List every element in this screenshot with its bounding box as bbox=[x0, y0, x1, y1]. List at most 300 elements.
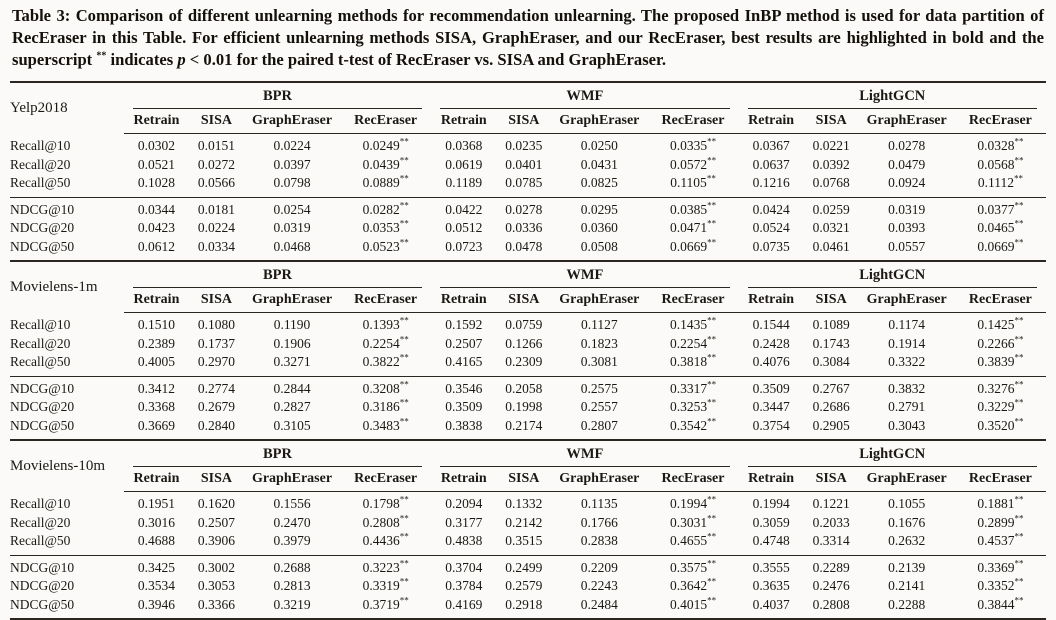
cell-bpr-grapheraser: 0.1556 bbox=[273, 496, 311, 512]
cell-bpr-receraser: 0.0282** bbox=[340, 197, 431, 219]
cell-wmf-sisa: 0.2499 bbox=[496, 555, 551, 577]
cell-wmf-retrain: 0.1189 bbox=[445, 175, 483, 191]
cell-lightgcn-retrain: 0.4076 bbox=[752, 354, 790, 370]
cell-wmf-receraser: 0.3642** bbox=[669, 576, 717, 594]
cell-bpr-retrain: 0.1510 bbox=[137, 317, 175, 333]
cell-lightgcn-sisa: 0.1743 bbox=[812, 335, 850, 351]
cell-wmf-sisa: 0.1332 bbox=[505, 496, 543, 512]
cell-wmf-receraser: 0.4655** bbox=[669, 531, 717, 549]
metric-label: NDCG@20 bbox=[10, 578, 75, 594]
metric-label: Recall@50 bbox=[10, 354, 71, 370]
cell-lightgcn-grapheraser: 0.2791 bbox=[888, 399, 926, 415]
cell-bpr-retrain: 0.4688 bbox=[137, 533, 175, 549]
cell-wmf-retrain: 0.0723 bbox=[445, 238, 483, 254]
metric-label: NDCG@20 bbox=[10, 220, 75, 236]
table-row bbox=[10, 134, 1046, 156]
cell-wmf-grapheraser: 0.0360 bbox=[580, 220, 618, 236]
cell-bpr-grapheraser: 0.2827 bbox=[273, 399, 311, 415]
cell-lightgcn-sisa: 0.0321 bbox=[812, 220, 850, 236]
cell-lightgcn-retrain: 0.1216 bbox=[752, 175, 790, 191]
cell-lightgcn-grapheraser: 0.3043 bbox=[888, 417, 926, 433]
cell-lightgcn-retrain: 0.0637 bbox=[752, 156, 790, 172]
column-header-wmf-grapheraser: GraphEraser bbox=[551, 109, 647, 134]
cell-wmf-receraser: 0.2254** bbox=[669, 334, 717, 351]
table-row bbox=[10, 174, 1046, 197]
significance-marker: ** bbox=[707, 513, 717, 524]
significance-marker: ** bbox=[399, 315, 409, 326]
cell-bpr-retrain: 0.0344 bbox=[124, 197, 189, 219]
cell-lightgcn-receraser: 0.2266** bbox=[977, 334, 1024, 351]
cell-bpr-sisa: 0.3002 bbox=[189, 555, 244, 577]
cell-bpr-receraser: 0.0249** bbox=[362, 136, 409, 154]
cell-wmf-grapheraser: 0.3081 bbox=[580, 354, 618, 370]
caption-text-between: indicates bbox=[106, 50, 178, 69]
significance-marker: ** bbox=[707, 416, 717, 427]
significance-marker: ** bbox=[707, 218, 717, 229]
cell-lightgcn-sisa: 0.2289 bbox=[804, 555, 859, 577]
column-header-lightgcn-grapheraser: GraphEraser bbox=[859, 288, 955, 313]
significance-marker: ** bbox=[707, 315, 717, 326]
significance-marker: ** bbox=[399, 200, 409, 211]
cell-lightgcn-receraser: 0.1112** bbox=[977, 173, 1023, 191]
column-header-bpr-retrain: Retrain bbox=[124, 288, 189, 313]
cell-wmf-retrain: 0.3509 bbox=[445, 399, 483, 415]
cell-lightgcn-sisa: 0.2905 bbox=[812, 417, 850, 433]
cell-wmf-retrain: 0.2094 bbox=[445, 496, 483, 512]
method-group-header-wmf bbox=[431, 440, 738, 467]
significance-marker: ** bbox=[399, 397, 409, 408]
cell-bpr-retrain: 0.1028 bbox=[137, 175, 175, 191]
cell-bpr-grapheraser: 0.0224 bbox=[273, 138, 311, 154]
cell-wmf-retrain: 0.3704 bbox=[431, 555, 496, 577]
cell-bpr-retrain: 0.3412 bbox=[124, 376, 189, 398]
column-header-bpr-receraser: RecEraser bbox=[340, 109, 431, 134]
cell-bpr-receraser: 0.3719** bbox=[362, 595, 409, 612]
table-row bbox=[10, 219, 1046, 238]
significance-marker: ** bbox=[1014, 334, 1024, 345]
cell-lightgcn-grapheraser: 0.1914 bbox=[888, 335, 926, 351]
significance-marker: ** bbox=[399, 558, 409, 569]
cell-lightgcn-sisa: 0.0221 bbox=[812, 138, 850, 154]
cell-lightgcn-sisa: 0.0259 bbox=[804, 197, 859, 219]
column-header-wmf-receraser: RecEraser bbox=[647, 288, 738, 313]
cell-bpr-retrain: 0.3534 bbox=[137, 578, 175, 594]
significance-marker: ** bbox=[707, 136, 717, 147]
cell-wmf-retrain: 0.4169 bbox=[445, 596, 483, 612]
cell-wmf-sisa: 0.0336 bbox=[505, 220, 543, 236]
cell-lightgcn-grapheraser: 0.2141 bbox=[888, 578, 926, 594]
significance-marker: ** bbox=[399, 136, 409, 147]
cell-wmf-grapheraser: 0.1823 bbox=[580, 335, 618, 351]
cell-lightgcn-sisa: 0.2767 bbox=[804, 376, 859, 398]
cell-bpr-sisa: 0.0334 bbox=[197, 238, 236, 254]
cell-wmf-grapheraser: 0.1127 bbox=[581, 317, 618, 333]
table-row bbox=[10, 156, 1046, 175]
cell-bpr-retrain: 0.0521 bbox=[137, 156, 175, 172]
cell-wmf-retrain: 0.0512 bbox=[445, 220, 483, 236]
cell-bpr-grapheraser: 0.2813 bbox=[273, 578, 311, 594]
cell-lightgcn-receraser: 0.1425** bbox=[977, 315, 1024, 333]
cell-wmf-receraser: 0.3253** bbox=[669, 397, 717, 415]
column-header-wmf-grapheraser: GraphEraser bbox=[551, 288, 647, 313]
cell-wmf-sisa: 0.0759 bbox=[505, 317, 543, 333]
cell-lightgcn-retrain: 0.3754 bbox=[752, 417, 790, 433]
significance-marker: ** bbox=[707, 595, 717, 606]
significance-marker: ** bbox=[707, 155, 717, 166]
caption-text-before-marker: Table 3: Comparison of different unlearning methods for recommendation unlearning. The proposed InBP method is used for data partition of RecEraser in this Table. For efficient unlearning methods SISA, GraphEraser, and our RecEraser, best results are highlighted in bold and the superscript bbox=[12, 6, 1044, 69]
cell-lightgcn-sisa: 0.2808 bbox=[812, 596, 850, 612]
cell-bpr-receraser: 0.3223** bbox=[340, 555, 431, 577]
method-group-header-bpr bbox=[124, 82, 431, 109]
cell-bpr-grapheraser: 0.0798 bbox=[273, 175, 311, 191]
significance-marker: ** bbox=[707, 237, 717, 248]
cell-bpr-grapheraser: 0.3271 bbox=[273, 354, 311, 370]
cell-bpr-sisa: 0.0272 bbox=[197, 156, 236, 172]
cell-lightgcn-retrain: 0.0424 bbox=[739, 197, 804, 219]
column-header-bpr-grapheraser: GraphEraser bbox=[244, 288, 340, 313]
significance-marker: ** bbox=[707, 558, 717, 569]
cell-wmf-retrain: 0.2507 bbox=[445, 335, 483, 351]
cell-wmf-sisa: 0.2174 bbox=[505, 417, 543, 433]
cell-lightgcn-grapheraser: 0.2632 bbox=[888, 533, 926, 549]
cell-wmf-sisa: 0.0478 bbox=[505, 238, 543, 254]
method-group-header-bpr bbox=[124, 440, 431, 467]
cell-bpr-grapheraser: 0.2844 bbox=[244, 376, 340, 398]
cell-wmf-receraser: 0.1435** bbox=[669, 315, 717, 333]
column-header-bpr-sisa: SISA bbox=[189, 288, 244, 313]
caption-pvalue-variable: p bbox=[177, 50, 186, 69]
cell-bpr-grapheraser: 0.0468 bbox=[273, 238, 311, 254]
cell-lightgcn-retrain: 0.2428 bbox=[752, 335, 790, 351]
significance-marker: ** bbox=[399, 416, 409, 427]
cell-lightgcn-grapheraser: 0.1055 bbox=[888, 496, 926, 512]
significance-marker: ** bbox=[707, 397, 717, 408]
cell-lightgcn-retrain: 0.3447 bbox=[752, 399, 790, 415]
significance-marker: ** bbox=[707, 531, 717, 542]
cell-bpr-receraser: 0.3483** bbox=[362, 416, 409, 433]
cell-lightgcn-grapheraser: 0.0557 bbox=[888, 238, 926, 254]
cell-lightgcn-retrain: 0.4037 bbox=[752, 596, 790, 612]
cell-wmf-grapheraser: 0.0508 bbox=[580, 238, 618, 254]
cell-bpr-sisa: 0.3906 bbox=[197, 533, 236, 549]
significance-marker: ** bbox=[1014, 397, 1024, 408]
cell-bpr-receraser: 0.3822** bbox=[362, 352, 409, 370]
cell-wmf-grapheraser: 0.2209 bbox=[551, 555, 647, 577]
table-blocks bbox=[10, 81, 1046, 620]
cell-lightgcn-sisa: 0.2476 bbox=[812, 578, 850, 594]
significance-marker: ** bbox=[399, 379, 409, 390]
cell-wmf-grapheraser: 0.2484 bbox=[580, 596, 618, 612]
cell-lightgcn-receraser: 0.0669** bbox=[977, 237, 1024, 254]
cell-bpr-receraser: 0.0523** bbox=[362, 237, 409, 254]
cell-bpr-grapheraser: 0.2470 bbox=[273, 514, 311, 530]
significance-marker: ** bbox=[1014, 531, 1024, 542]
column-header-lightgcn-retrain: Retrain bbox=[739, 288, 804, 313]
column-header-lightgcn-receraser: RecEraser bbox=[955, 288, 1046, 313]
cell-wmf-retrain: 0.3546 bbox=[431, 376, 496, 398]
dataset-label: Movielens-1m bbox=[10, 278, 98, 295]
cell-bpr-retrain: 0.0302 bbox=[137, 138, 175, 154]
cell-lightgcn-retrain: 0.0524 bbox=[752, 220, 790, 236]
cell-wmf-sisa: 0.2142 bbox=[505, 514, 543, 530]
column-header-wmf-grapheraser: GraphEraser bbox=[551, 467, 647, 492]
significance-marker: ** bbox=[399, 334, 409, 345]
metric-label: Recall@20 bbox=[10, 156, 71, 172]
significance-marker: ** bbox=[399, 173, 409, 184]
results-table-movielens-1m bbox=[10, 260, 1046, 439]
significance-marker: ** bbox=[1014, 352, 1024, 363]
cell-wmf-receraser: 0.0669** bbox=[669, 237, 717, 254]
column-header-bpr-grapheraser: GraphEraser bbox=[244, 109, 340, 134]
method-group-header-wmf bbox=[431, 82, 738, 109]
cell-lightgcn-grapheraser: 0.0319 bbox=[859, 197, 955, 219]
metric-label: Recall@50 bbox=[10, 175, 71, 191]
metric-label: NDCG@10 bbox=[10, 555, 124, 577]
cell-lightgcn-sisa: 0.3314 bbox=[812, 533, 850, 549]
cell-bpr-sisa: 0.2679 bbox=[197, 399, 236, 415]
method-group-label: WMF bbox=[440, 267, 729, 288]
cell-wmf-grapheraser: 0.1766 bbox=[580, 514, 618, 530]
cell-lightgcn-retrain: 0.0735 bbox=[752, 238, 790, 254]
cell-bpr-grapheraser: 0.3105 bbox=[273, 417, 311, 433]
metric-label: NDCG@50 bbox=[10, 238, 75, 254]
metric-label: NDCG@20 bbox=[10, 399, 75, 415]
table-row bbox=[10, 398, 1046, 417]
table-row bbox=[10, 353, 1046, 376]
cell-wmf-receraser: 0.1105** bbox=[670, 173, 716, 191]
significance-marker: ** bbox=[1014, 237, 1024, 248]
cell-lightgcn-receraser: 0.3520** bbox=[977, 416, 1024, 433]
method-group-label: LightGCN bbox=[748, 88, 1037, 109]
significance-marker: ** bbox=[707, 379, 717, 390]
cell-bpr-grapheraser: 0.3979 bbox=[273, 533, 311, 549]
significance-marker: ** bbox=[1014, 576, 1024, 587]
cell-wmf-sisa: 0.0278 bbox=[496, 197, 551, 219]
column-header-wmf-receraser: RecEraser bbox=[647, 109, 738, 134]
cell-wmf-grapheraser: 0.2807 bbox=[580, 417, 618, 433]
cell-bpr-sisa: 0.2507 bbox=[197, 514, 236, 530]
cell-lightgcn-retrain: 0.4748 bbox=[752, 533, 790, 549]
cell-lightgcn-receraser: 0.3229** bbox=[977, 397, 1024, 415]
cell-bpr-grapheraser: 0.1906 bbox=[273, 335, 311, 351]
cell-wmf-receraser: 0.3031** bbox=[669, 513, 717, 530]
cell-lightgcn-grapheraser: 0.0393 bbox=[888, 220, 926, 236]
column-header-bpr-retrain: Retrain bbox=[124, 109, 189, 134]
metric-label: Recall@10 bbox=[10, 317, 71, 332]
cell-bpr-sisa: 0.2970 bbox=[197, 354, 236, 370]
cell-bpr-receraser: 0.3186** bbox=[362, 397, 409, 415]
cell-wmf-retrain: 0.4838 bbox=[445, 533, 483, 549]
significance-marker: ** bbox=[399, 513, 409, 524]
metric-label: NDCG@10 bbox=[10, 197, 124, 219]
cell-lightgcn-grapheraser: 0.0278 bbox=[888, 138, 926, 154]
cell-wmf-sisa: 0.0235 bbox=[505, 138, 543, 154]
cell-bpr-receraser: 0.0439** bbox=[362, 155, 409, 172]
method-group-header-bpr bbox=[124, 261, 431, 288]
significance-marker: ** bbox=[1014, 379, 1024, 390]
cell-bpr-receraser: 0.1393** bbox=[362, 315, 409, 333]
cell-bpr-receraser: 0.1798** bbox=[362, 494, 409, 512]
cell-wmf-sisa: 0.2918 bbox=[505, 596, 543, 612]
column-header-lightgcn-sisa: SISA bbox=[804, 467, 859, 492]
significance-marker: ** bbox=[707, 200, 717, 211]
cell-wmf-grapheraser: 0.0250 bbox=[580, 138, 618, 154]
cell-wmf-grapheraser: 0.0825 bbox=[580, 175, 618, 191]
cell-bpr-sisa: 0.0224 bbox=[197, 220, 236, 236]
cell-wmf-sisa: 0.0401 bbox=[505, 156, 543, 172]
cell-lightgcn-receraser: 0.3276** bbox=[955, 376, 1046, 398]
cell-bpr-receraser: 0.3208** bbox=[340, 376, 431, 398]
cell-lightgcn-retrain: 0.3509 bbox=[739, 376, 804, 398]
column-header-wmf-retrain: Retrain bbox=[431, 109, 496, 134]
cell-wmf-receraser: 0.1994** bbox=[669, 494, 717, 512]
cell-wmf-receraser: 0.3317** bbox=[647, 376, 738, 398]
significance-marker: ** bbox=[399, 531, 409, 542]
significance-marker: ** bbox=[399, 237, 409, 248]
significance-marker: ** bbox=[1014, 200, 1024, 211]
table-row bbox=[10, 197, 1046, 219]
column-header-lightgcn-retrain: Retrain bbox=[739, 467, 804, 492]
cell-bpr-sisa: 0.1620 bbox=[197, 496, 236, 512]
significance-marker: ** bbox=[707, 352, 717, 363]
cell-wmf-retrain: 0.3177 bbox=[445, 514, 483, 530]
column-header-wmf-sisa: SISA bbox=[496, 109, 551, 134]
table-row bbox=[10, 492, 1046, 514]
column-header-lightgcn-sisa: SISA bbox=[804, 288, 859, 313]
cell-bpr-retrain: 0.4005 bbox=[137, 354, 175, 370]
cell-bpr-retrain: 0.3669 bbox=[137, 417, 175, 433]
column-header-wmf-sisa: SISA bbox=[496, 288, 551, 313]
cell-wmf-sisa: 0.1266 bbox=[505, 335, 543, 351]
table-row bbox=[10, 555, 1046, 577]
cell-lightgcn-retrain: 0.3635 bbox=[752, 578, 790, 594]
cell-wmf-receraser: 0.3575** bbox=[647, 555, 738, 577]
column-header-bpr-sisa: SISA bbox=[189, 109, 244, 134]
significance-marker: ** bbox=[707, 494, 717, 505]
significance-marker: ** bbox=[1014, 558, 1024, 569]
column-header-bpr-sisa: SISA bbox=[189, 467, 244, 492]
significance-marker: ** bbox=[1014, 218, 1024, 229]
dataset-label: Yelp2018 bbox=[10, 99, 68, 116]
cell-bpr-receraser: 0.2808** bbox=[362, 513, 409, 530]
cell-lightgcn-sisa: 0.0461 bbox=[812, 238, 850, 254]
cell-bpr-sisa: 0.1080 bbox=[197, 317, 236, 333]
table-row bbox=[10, 596, 1046, 620]
cell-bpr-grapheraser: 0.0319 bbox=[273, 220, 311, 236]
significance-marker: ** bbox=[707, 334, 717, 345]
cell-wmf-grapheraser: 0.2575 bbox=[551, 376, 647, 398]
cell-wmf-sisa: 0.2058 bbox=[496, 376, 551, 398]
cell-wmf-grapheraser: 0.0431 bbox=[580, 156, 618, 172]
significance-marker: ** bbox=[1013, 173, 1023, 184]
method-group-header-lightgcn bbox=[739, 440, 1046, 467]
cell-lightgcn-receraser: 0.3369** bbox=[955, 555, 1046, 577]
column-header-bpr-grapheraser: GraphEraser bbox=[244, 467, 340, 492]
column-header-bpr-receraser: RecEraser bbox=[340, 288, 431, 313]
cell-lightgcn-retrain: 0.3555 bbox=[739, 555, 804, 577]
cell-bpr-sisa: 0.0566 bbox=[197, 175, 236, 191]
cell-bpr-retrain: 0.3368 bbox=[137, 399, 175, 415]
cell-lightgcn-receraser: 0.0328** bbox=[977, 136, 1024, 154]
cell-bpr-receraser: 0.0889** bbox=[362, 173, 409, 191]
method-group-label: LightGCN bbox=[748, 446, 1037, 467]
column-header-lightgcn-sisa: SISA bbox=[804, 109, 859, 134]
metric-label: Recall@50 bbox=[10, 533, 71, 549]
cell-wmf-receraser: 0.4015** bbox=[669, 595, 717, 612]
cell-bpr-receraser: 0.3319** bbox=[362, 576, 409, 594]
cell-bpr-sisa: 0.1737 bbox=[197, 335, 236, 351]
column-header-lightgcn-grapheraser: GraphEraser bbox=[859, 109, 955, 134]
table-row bbox=[10, 577, 1046, 596]
significance-marker: ** bbox=[1014, 416, 1024, 427]
cell-lightgcn-sisa: 0.0768 bbox=[812, 175, 850, 191]
cell-lightgcn-receraser: 0.4537** bbox=[977, 531, 1024, 549]
method-group-header-lightgcn bbox=[739, 82, 1046, 109]
metric-label: Recall@10 bbox=[10, 138, 71, 153]
cell-wmf-grapheraser: 0.1135 bbox=[581, 496, 618, 512]
significance-marker: ** bbox=[399, 595, 409, 606]
cell-lightgcn-receraser: 0.3839** bbox=[977, 352, 1024, 370]
column-header-lightgcn-receraser: RecEraser bbox=[955, 467, 1046, 492]
cell-lightgcn-sisa: 0.1221 bbox=[812, 496, 850, 512]
cell-wmf-retrain: 0.1592 bbox=[445, 317, 483, 333]
table-row bbox=[10, 532, 1046, 555]
significance-marker: ** bbox=[399, 155, 409, 166]
cell-lightgcn-sisa: 0.1089 bbox=[812, 317, 850, 333]
cell-bpr-sisa: 0.3053 bbox=[197, 578, 236, 594]
column-header-wmf-sisa: SISA bbox=[496, 467, 551, 492]
significance-marker: ** bbox=[706, 173, 716, 184]
column-header-lightgcn-grapheraser: GraphEraser bbox=[859, 467, 955, 492]
cell-lightgcn-grapheraser: 0.2139 bbox=[859, 555, 955, 577]
column-header-wmf-receraser: RecEraser bbox=[647, 467, 738, 492]
method-group-label: WMF bbox=[440, 446, 729, 467]
metric-label: Recall@10 bbox=[10, 496, 71, 511]
table-row bbox=[10, 514, 1046, 533]
cell-wmf-receraser: 0.0385** bbox=[647, 197, 738, 219]
cell-bpr-grapheraser: 0.1190 bbox=[273, 317, 311, 333]
cell-lightgcn-retrain: 0.1994 bbox=[752, 496, 790, 512]
cell-lightgcn-receraser: 0.3844** bbox=[977, 595, 1024, 612]
results-table-yelp2018 bbox=[10, 81, 1046, 260]
table-row bbox=[10, 313, 1046, 335]
cell-bpr-receraser: 0.0353** bbox=[362, 218, 409, 236]
cell-lightgcn-grapheraser: 0.0479 bbox=[888, 156, 926, 172]
method-group-label: BPR bbox=[133, 267, 422, 288]
cell-wmf-retrain: 0.3838 bbox=[445, 417, 483, 433]
cell-bpr-retrain: 0.3016 bbox=[137, 514, 175, 530]
cell-lightgcn-retrain: 0.3059 bbox=[752, 514, 790, 530]
caption-text-after: < 0.01 for the paired t-test of RecEraser vs. SISA and GraphEraser. bbox=[185, 50, 667, 69]
cell-lightgcn-sisa: 0.3084 bbox=[812, 354, 850, 370]
metric-label: Recall@20 bbox=[10, 335, 71, 351]
cell-lightgcn-sisa: 0.2033 bbox=[812, 514, 850, 530]
column-header-bpr-receraser: RecEraser bbox=[340, 467, 431, 492]
cell-bpr-retrain: 0.0423 bbox=[137, 220, 175, 236]
significance-marker: ** bbox=[707, 576, 717, 587]
method-group-header-wmf bbox=[431, 261, 738, 288]
metric-label: Recall@20 bbox=[10, 514, 71, 530]
cell-lightgcn-grapheraser: 0.3832 bbox=[859, 376, 955, 398]
cell-wmf-retrain: 0.0422 bbox=[431, 197, 496, 219]
cell-wmf-sisa: 0.3515 bbox=[505, 533, 543, 549]
cell-bpr-receraser: 0.4436** bbox=[362, 531, 409, 549]
cell-bpr-retrain: 0.3425 bbox=[124, 555, 189, 577]
results-table-movielens-10m bbox=[10, 439, 1046, 620]
cell-bpr-sisa: 0.2774 bbox=[189, 376, 244, 398]
cell-lightgcn-sisa: 0.0392 bbox=[812, 156, 850, 172]
cell-wmf-retrain: 0.4165 bbox=[445, 354, 483, 370]
